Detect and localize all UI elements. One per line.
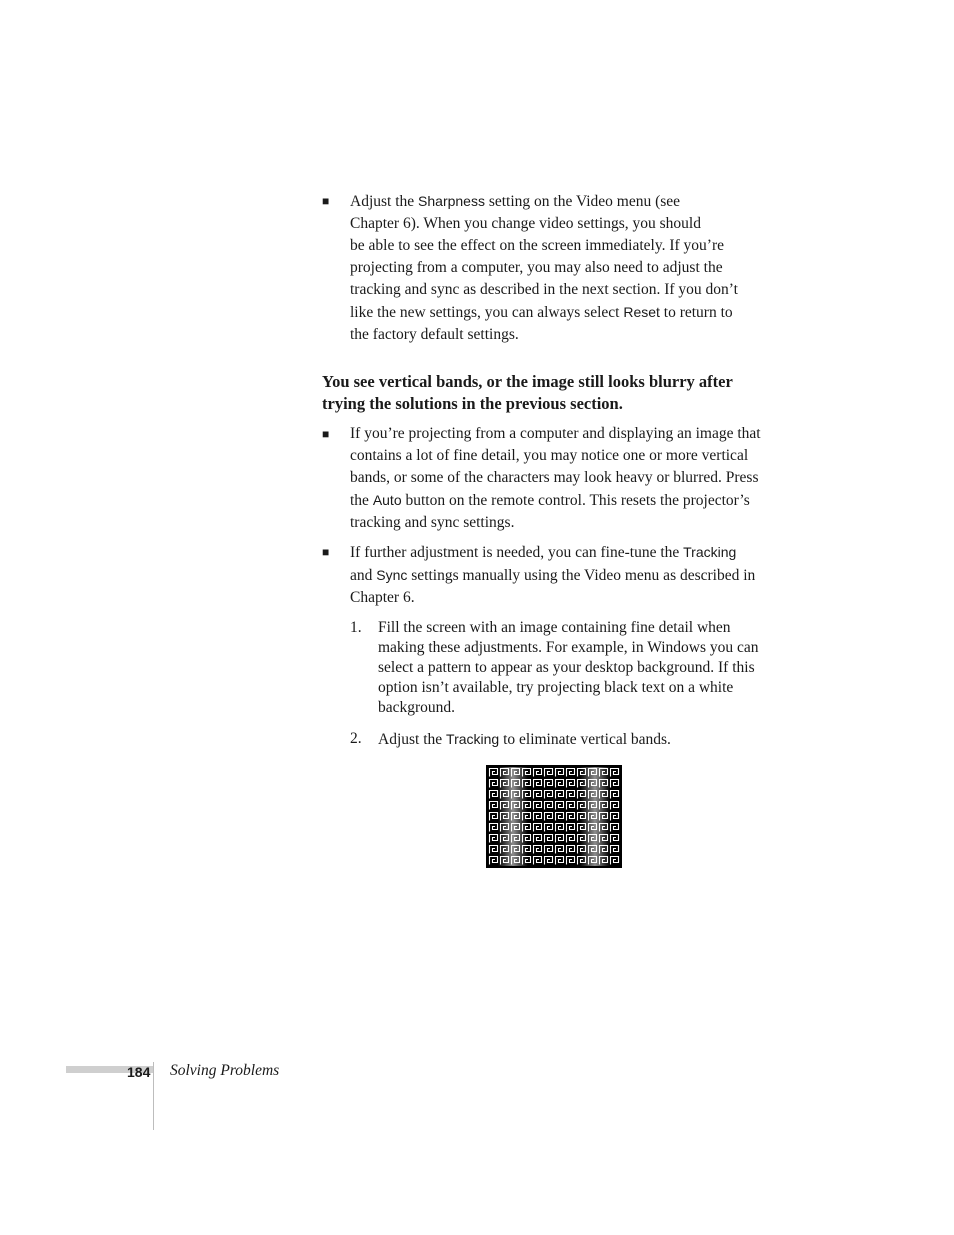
bullet-marker: ■ — [322, 545, 330, 559]
step-number: 1. — [350, 619, 362, 636]
page-number: 184 — [127, 1064, 151, 1080]
bullet-item-tracking-sync: If further adjustment is needed, you can fine-tune the Tracking and Sync settings manually using the Video menu as described in Chapter 6. — [350, 544, 756, 606]
step-number: 2. — [350, 730, 362, 747]
running-footer-title: Solving Problems — [170, 1062, 280, 1079]
bullet-item-sharpness: Adjust the Sharpness setting on the Video menu (see Chapter 6). When you change video settings, you should be able to see the effect on the screen immediately. If you’re projecting from a computer, you may also need to adjust the tracking and sync as described in the next section. If you don’t like the new settings, you can always select Reset to return to the factory default settings. — [350, 193, 738, 343]
sharpness-setting: Sharpness — [418, 193, 485, 209]
sync-setting: Sync — [376, 567, 408, 583]
tracking-setting: Tracking — [446, 731, 500, 747]
bullet-item-auto: If you’re projecting from a computer and displaying an image that contains a lot of fine detail, you may notice one or more vertical bands, or some of the characters may look heavy or blurred. Press the Auto button on the remote control. This resets the projector’s tracking and sync settings. — [350, 425, 761, 531]
step-2-text: Adjust the Tracking to eliminate vertical bands. — [378, 731, 671, 748]
step-1-text: Fill the screen with an image containing fine detail when making these adjustments. For example, in Windows you can select a pattern to appear as your desktop background. If this option isn’t available, try projecting black text on a white background. — [378, 619, 759, 716]
auto-button-label: Auto — [372, 492, 402, 508]
section-heading: You see vertical bands, or the image still looks blurry after trying the solutions in the previous section. — [322, 372, 733, 413]
greek-key-pattern-graphic — [488, 767, 620, 866]
vertical-bands-pattern-image — [486, 765, 622, 868]
bullet-marker: ■ — [322, 427, 330, 441]
bullet-marker: ■ — [322, 194, 330, 208]
tracking-setting: Tracking — [683, 544, 737, 560]
footer-divider — [153, 1062, 154, 1130]
reset-setting: Reset — [623, 304, 660, 320]
